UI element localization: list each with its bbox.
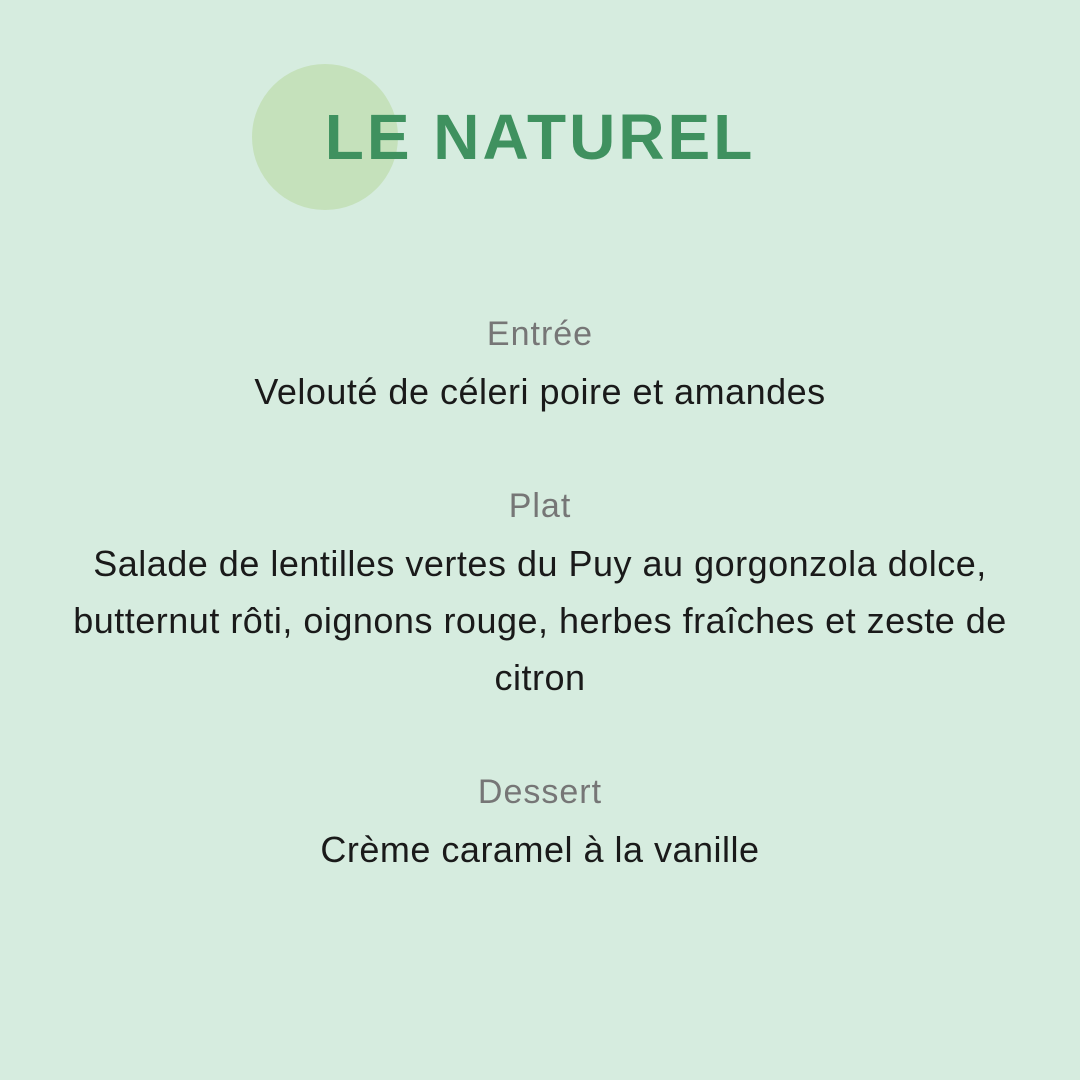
section-plat-label: Plat (508, 487, 572, 525)
section-entree-label: Entrée (486, 315, 594, 353)
menu-title: LE NATUREL (324, 101, 756, 173)
section-entree-description: Velouté de céleri poire et amandes (254, 371, 826, 412)
section-entree (65, 306, 1015, 420)
section-plat (65, 478, 1015, 706)
menu-body (65, 306, 1015, 936)
section-plat-description: Salade de lentilles vertes du Puy au gorgonzola dolce, butternut rôti, oignons rouge, herbes fraîches et zeste de citron (73, 543, 1007, 698)
section-dessert-label: Dessert (477, 773, 603, 811)
section-dessert-description: Crème caramel à la vanille (320, 829, 760, 870)
section-dessert (65, 764, 1015, 878)
